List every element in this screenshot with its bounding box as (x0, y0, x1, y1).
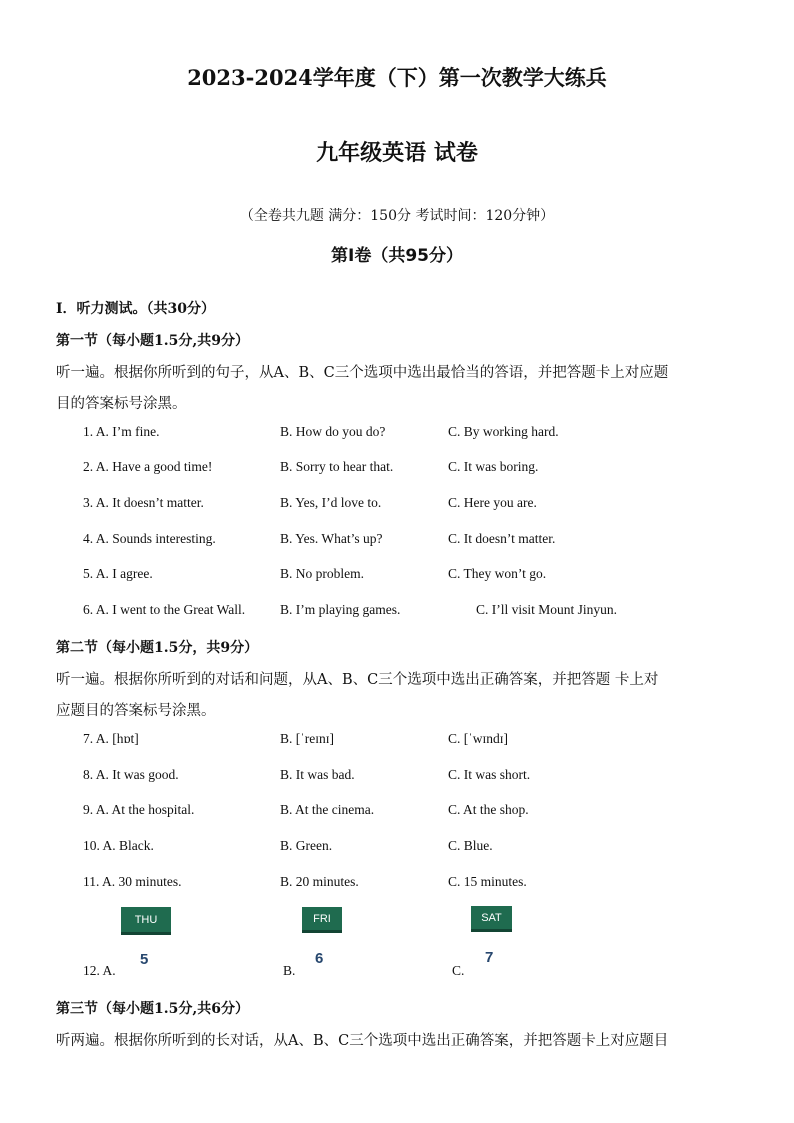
q7-option-c: C. [ˈwɪndɪ] (448, 731, 508, 746)
q9-option-b: B. At the cinema. (280, 802, 375, 817)
q5-option-b: B. No problem. (280, 566, 364, 581)
q7-option-b: B. [ˈreɪnɪ] (280, 731, 334, 746)
section2-instruction: 听一遍。根据你所听到的对话和问题，从A、B、C三个选项中选出正确答案，并把答题 卡上对 (56, 672, 659, 688)
q1-option-b: B. How do you do? (280, 424, 386, 439)
section2-heading: 第二节（每小题1.5分，共9分） (56, 640, 259, 656)
calendar-fri-icon (302, 907, 342, 933)
q12-option-c: C. (452, 963, 465, 978)
q3-option-c: C. Here you are. (448, 495, 537, 510)
section3-instruction: 听两遍。根据你所听到的长对话，从A、B、C三个选项中选出正确答案，并把答题卡上对应题目 (56, 1033, 669, 1049)
q2-option-b: B. Sorry to hear that. (280, 459, 394, 474)
q2-option-c: C. It was boring. (448, 459, 539, 474)
q10-option-b: B. Green. (280, 838, 333, 853)
q11-option-c: C. 15 minutes. (448, 874, 527, 889)
q5-option-c: C. They won’t go. (448, 566, 547, 581)
q11-option-b: B. 20 minutes. (280, 874, 359, 889)
calendar-thu-icon (121, 907, 171, 935)
q7-option-a: 7. A. [hɒt] (83, 731, 139, 746)
calendar-sat-icon (471, 906, 512, 932)
calendar-date-number: 5 (140, 951, 149, 968)
q5-option-a: 5. A. I agree. (83, 566, 153, 581)
q10-option-a: 10. A. Black. (83, 838, 154, 853)
calendar-day-label: THU (121, 907, 171, 935)
q12-option-b: B. (283, 963, 296, 978)
calendar-date-number: 7 (485, 949, 494, 966)
q4-option-b: B. Yes. What’s up? (280, 531, 383, 546)
part-heading: I．听力测试。（共30分） (56, 301, 216, 317)
section1-heading: 第一节（每小题1.5分,共9分） (56, 333, 249, 349)
section1-instruction: 听一遍。根据你所听到的句子，从A、B、C三个选项中选出最恰当的答语，并把答题卡上对应题 (56, 365, 669, 381)
q3-option-b: B. Yes, I’d love to. (280, 495, 382, 510)
q4-option-a: 4. A. Sounds interesting. (83, 531, 216, 546)
volume-heading: 第Ⅰ卷（共95分） (331, 246, 463, 266)
section2-instruction-cont: 应题目的答案标号涂黑。 (56, 703, 216, 719)
q1-option-a: 1. A. I’m fine. (83, 424, 160, 439)
section1-instruction-cont: 目的答案标号涂黑。 (56, 396, 187, 412)
q4-option-c: C. It doesn’t matter. (448, 531, 556, 546)
q6-option-b: B. I’m playing games. (280, 602, 401, 617)
q8-option-a: 8. A. It was good. (83, 767, 179, 782)
calendar-date-number: 6 (315, 950, 324, 967)
q8-option-b: B. It was bad. (280, 767, 355, 782)
q9-option-c: C. At the shop. (448, 802, 529, 817)
q8-option-c: C. It was short. (448, 767, 531, 782)
q9-option-a: 9. A. At the hospital. (83, 802, 195, 817)
q2-option-a: 2. A. Have a good time! (83, 459, 213, 474)
exam-title: 2023-2024学年度（下）第一次教学大练兵 (187, 65, 607, 90)
exam-subtitle: 九年级英语 试卷 (316, 140, 478, 166)
q6-option-a: 6. A. I went to the Great Wall. (83, 602, 246, 617)
q3-option-a: 3. A. It doesn’t matter. (83, 495, 204, 510)
q10-option-c: C. Blue. (448, 838, 493, 853)
q11-option-a: 11. A. 30 minutes. (83, 874, 182, 889)
q1-option-c: C. By working hard. (448, 424, 559, 439)
section3-heading: 第三节（每小题1.5分,共6分） (56, 1001, 249, 1017)
exam-meta: （全卷共九题 满分：150分 考试时间：120分钟） (239, 208, 555, 224)
calendar-day-label: SAT (471, 906, 512, 932)
calendar-day-label: FRI (302, 907, 342, 933)
q12-option-a: 12. A. (83, 963, 116, 978)
q6-option-c: C. I’ll visit Mount Jinyun. (476, 602, 618, 617)
